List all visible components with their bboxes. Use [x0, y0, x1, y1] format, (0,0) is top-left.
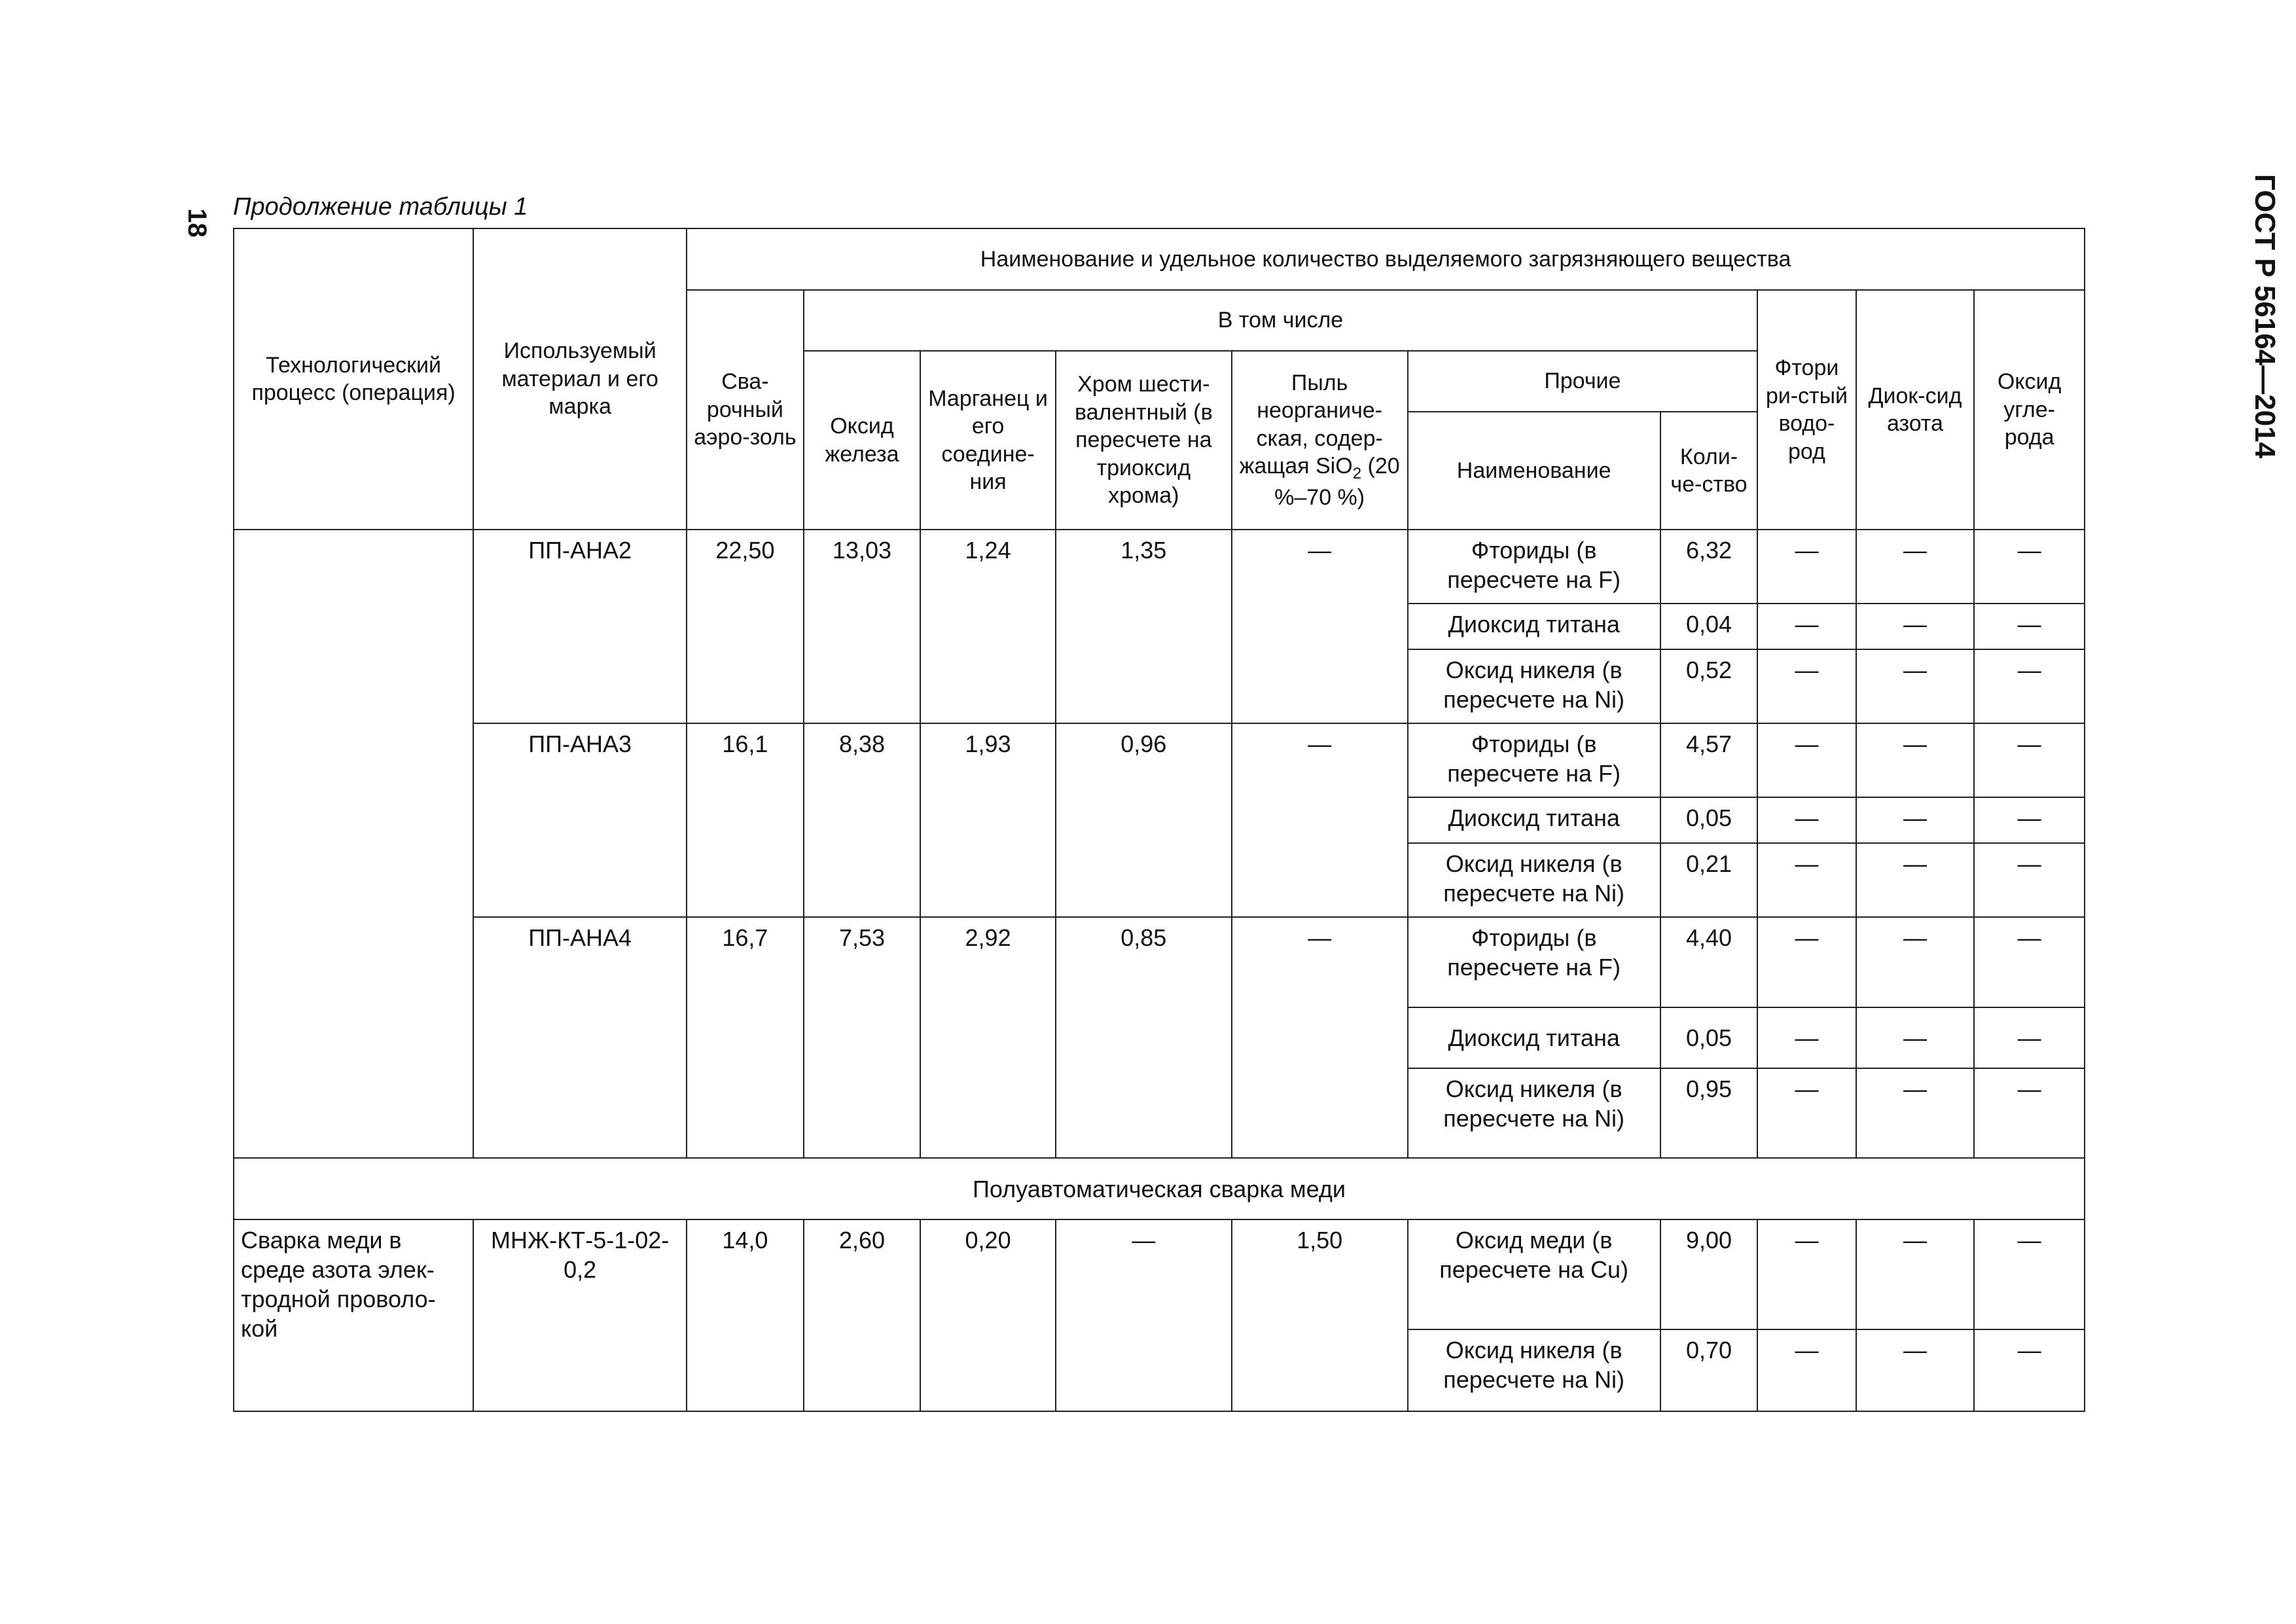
- other-quantity-cell: 0,05: [1660, 797, 1757, 843]
- co-cell: —: [1974, 1068, 2085, 1158]
- other-name-cell: Оксид меди (в пересчете на Cu): [1408, 1219, 1660, 1329]
- header-process: Технологический процесс (операция): [234, 228, 473, 530]
- hf-cell: —: [1757, 530, 1856, 604]
- manganese-cell: 0,20: [920, 1219, 1056, 1411]
- hf-cell: —: [1757, 843, 1856, 917]
- iron-oxide-cell: 2,60: [804, 1219, 921, 1411]
- no2-cell: —: [1856, 1007, 1975, 1068]
- standard-code: ГОСТ Р 56164—2014: [2249, 173, 2281, 459]
- dust-cell: —: [1232, 530, 1408, 723]
- header-including: В том числе: [804, 290, 1758, 351]
- header-nitrogen-dioxide: Диок-сид азота: [1856, 290, 1975, 530]
- material-cell: ПП-АНА4: [473, 917, 687, 1158]
- page-number: 18: [182, 208, 211, 238]
- chrome-cell: —: [1056, 1219, 1232, 1411]
- dust-cell: —: [1232, 917, 1408, 1158]
- header-aerosol: Сва-рочный аэро-золь: [687, 290, 804, 530]
- co-cell: —: [1974, 604, 2085, 649]
- other-name-cell: Оксид никеля (в пересчете на Ni): [1408, 1068, 1660, 1158]
- hf-cell: —: [1757, 797, 1856, 843]
- hf-cell: —: [1757, 917, 1856, 1007]
- other-name-cell: Фториды (в пересчете на F): [1408, 917, 1660, 1007]
- co-cell: —: [1974, 1329, 2085, 1411]
- header-chrome: Хром шести-валентный (в пересчете на триоксид хрома): [1056, 351, 1232, 530]
- hf-cell: —: [1757, 1329, 1856, 1411]
- co-cell: —: [1974, 797, 2085, 843]
- manganese-cell: 1,24: [920, 530, 1056, 723]
- other-name-cell: Диоксид титана: [1408, 797, 1660, 843]
- header-other: Прочие: [1408, 351, 1758, 412]
- other-name-cell: Диоксид титана: [1408, 604, 1660, 649]
- other-quantity-cell: 0,05: [1660, 1007, 1757, 1068]
- co-cell: —: [1974, 649, 2085, 723]
- iron-oxide-cell: 13,03: [804, 530, 921, 723]
- hf-cell: —: [1757, 1007, 1856, 1068]
- process-cell-empty: [234, 530, 473, 1158]
- header-pollutant-group: Наименование и удельное количество выделяемого загрязняющего вещества: [687, 228, 2085, 290]
- no2-cell: —: [1856, 1068, 1975, 1158]
- no2-cell: —: [1856, 1219, 1975, 1329]
- header-other-name: Наименование: [1408, 412, 1660, 530]
- other-name-cell: Оксид никеля (в пересчете на Ni): [1408, 649, 1660, 723]
- hf-cell: —: [1757, 723, 1856, 797]
- other-quantity-cell: 4,57: [1660, 723, 1757, 797]
- header-iron-oxide: Оксид железа: [804, 351, 921, 530]
- manganese-cell: 2,92: [920, 917, 1056, 1158]
- iron-oxide-cell: 8,38: [804, 723, 921, 917]
- header-material: Используемый материал и его марка: [473, 228, 687, 530]
- co-cell: —: [1974, 723, 2085, 797]
- aerosol-cell: 16,1: [687, 723, 804, 917]
- hf-cell: —: [1757, 649, 1856, 723]
- other-quantity-cell: 6,32: [1660, 530, 1757, 604]
- section-copper-welding: Полуавтоматическая сварка меди: [234, 1158, 2085, 1219]
- other-name-cell: Диоксид титана: [1408, 1007, 1660, 1068]
- other-name-cell: Оксид никеля (в пересчете на Ni): [1408, 843, 1660, 917]
- header-manganese: Марганец и его соедине-ния: [920, 351, 1056, 530]
- process-cell: Сварка меди в среде азота элек-тродной проволо-кой: [234, 1219, 473, 1411]
- hf-cell: —: [1757, 1068, 1856, 1158]
- hf-cell: —: [1757, 1219, 1856, 1329]
- iron-oxide-cell: 7,53: [804, 917, 921, 1158]
- no2-cell: —: [1856, 723, 1975, 797]
- other-name-cell: Фториды (в пересчете на F): [1408, 530, 1660, 604]
- co-cell: —: [1974, 917, 2085, 1007]
- no2-cell: —: [1856, 649, 1975, 723]
- header-inorganic-dust: [1232, 351, 1408, 530]
- chrome-cell: 0,96: [1056, 723, 1232, 917]
- co-cell: —: [1974, 1219, 2085, 1329]
- hf-cell: —: [1757, 604, 1856, 649]
- no2-cell: —: [1856, 843, 1975, 917]
- chrome-cell: 1,35: [1056, 530, 1232, 723]
- header-carbon-oxide: Оксид угле-рода: [1974, 290, 2085, 530]
- no2-cell: —: [1856, 917, 1975, 1007]
- header-other-quantity: Коли-че-ство: [1660, 412, 1757, 530]
- other-quantity-cell: 4,40: [1660, 917, 1757, 1007]
- material-cell: ПП-АНА2: [473, 530, 687, 723]
- co-cell: —: [1974, 1007, 2085, 1068]
- emissions-table: [233, 228, 2085, 1412]
- other-quantity-cell: 0,52: [1660, 649, 1757, 723]
- dust-cell: —: [1232, 723, 1408, 917]
- material-cell: МНЖ-КТ-5-1-02-0,2: [473, 1219, 687, 1411]
- header-dust-text: Пыль неорганиче-ская, содер-жащая SiO: [1239, 370, 1383, 479]
- chrome-cell: 0,85: [1056, 917, 1232, 1158]
- co-cell: —: [1974, 530, 2085, 604]
- material-cell: ПП-АНА3: [473, 723, 687, 917]
- no2-cell: —: [1856, 1329, 1975, 1411]
- other-quantity-cell: 0,95: [1660, 1068, 1757, 1158]
- co-cell: —: [1974, 843, 2085, 917]
- no2-cell: —: [1856, 604, 1975, 649]
- other-quantity-cell: 0,70: [1660, 1329, 1757, 1411]
- header-hydrogen-fluoride: Фтори ри-стый водо-род: [1757, 290, 1856, 530]
- other-quantity-cell: 0,21: [1660, 843, 1757, 917]
- no2-cell: —: [1856, 797, 1975, 843]
- other-quantity-cell: 0,04: [1660, 604, 1757, 649]
- other-quantity-cell: 9,00: [1660, 1219, 1757, 1329]
- manganese-cell: 1,93: [920, 723, 1056, 917]
- header-dust-range: (20 %–70 %): [1274, 454, 1400, 510]
- other-name-cell: Фториды (в пересчете на F): [1408, 723, 1660, 797]
- table-caption: Продолжение таблицы 1: [233, 193, 528, 221]
- dust-cell: 1,50: [1232, 1219, 1408, 1411]
- aerosol-cell: 16,7: [687, 917, 804, 1158]
- aerosol-cell: 14,0: [687, 1219, 804, 1411]
- header-dust-subscript: 2: [1352, 464, 1362, 482]
- other-name-cell: Оксид никеля (в пересчете на Ni): [1408, 1329, 1660, 1411]
- no2-cell: —: [1856, 530, 1975, 604]
- aerosol-cell: 22,50: [687, 530, 804, 723]
